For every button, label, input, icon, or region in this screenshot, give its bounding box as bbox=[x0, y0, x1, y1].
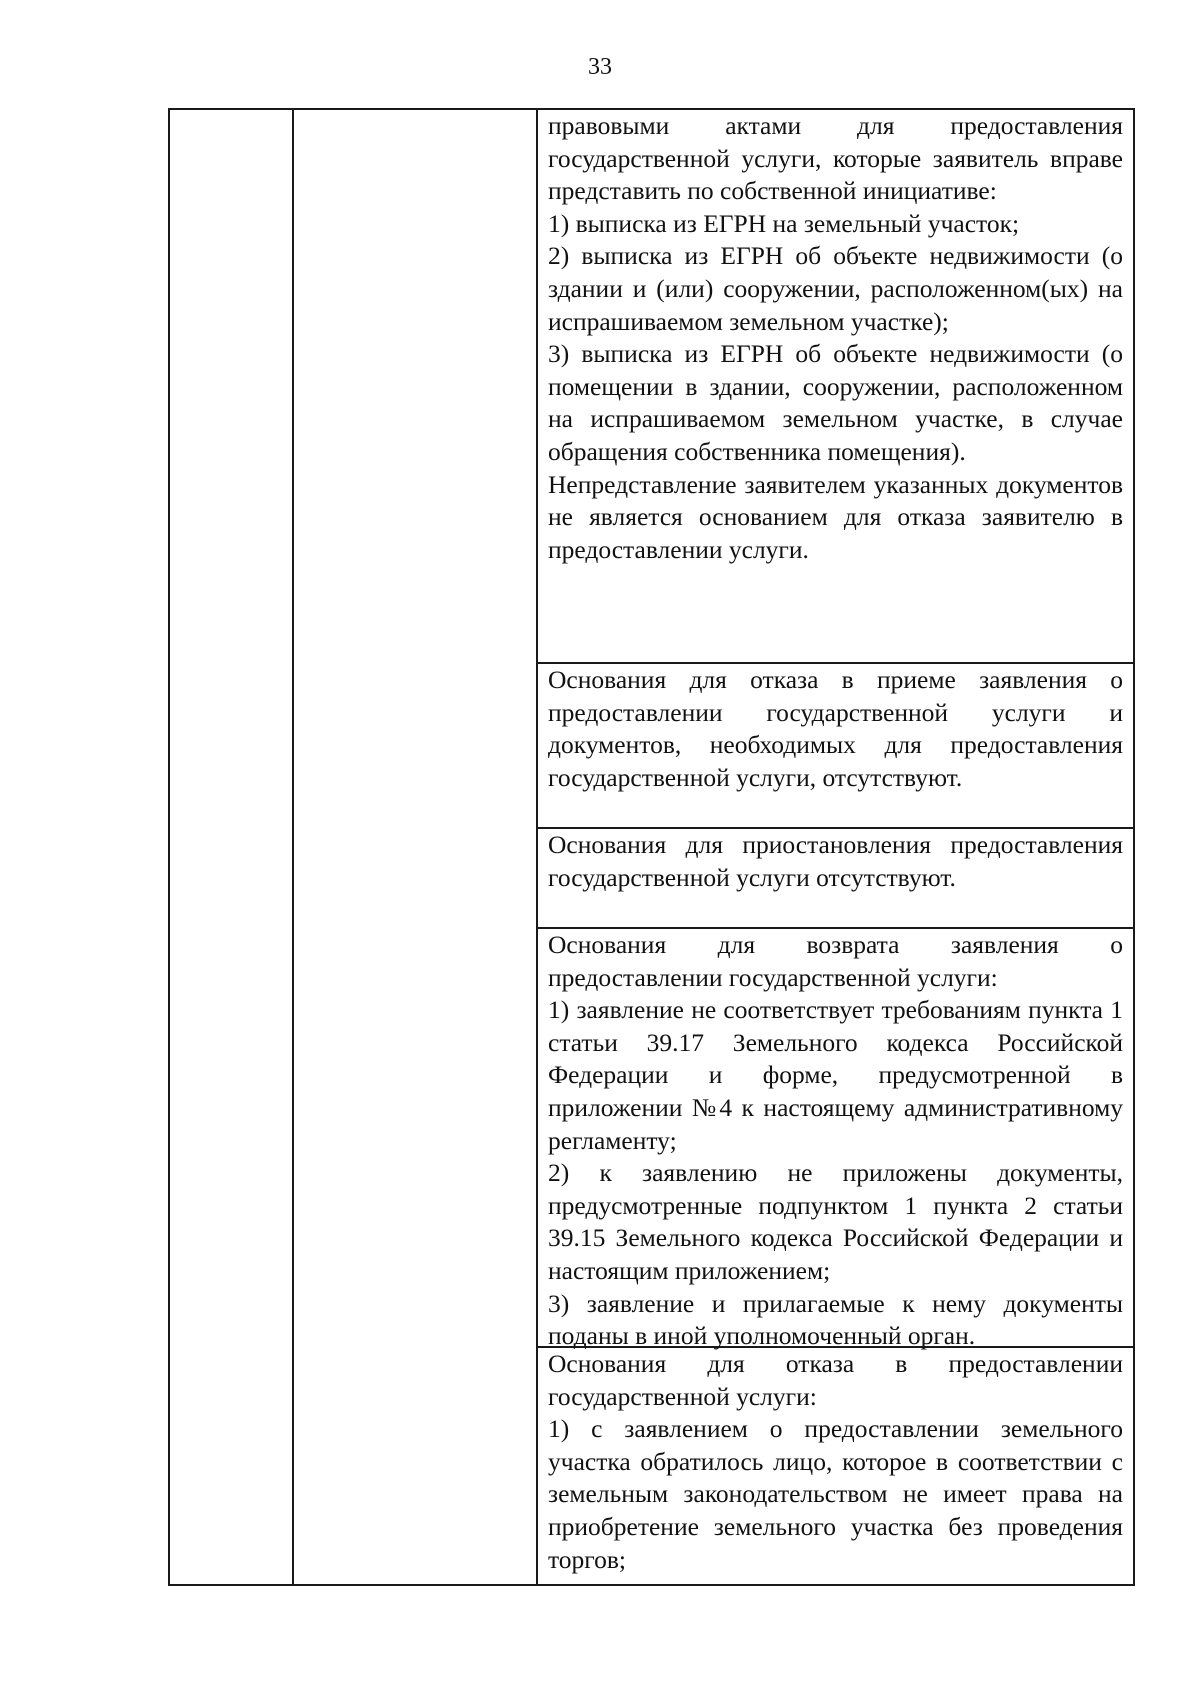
paragraph: Основания для приостановления предоставления государственной услуги отсутствуют. bbox=[548, 830, 1123, 892]
paragraph: Основания для отказа в предоставлении государственной услуги: bbox=[548, 1349, 1123, 1411]
paragraph: Основания для возврата заявления о предоставлении государственной услуги: bbox=[548, 930, 1123, 992]
paragraph: Основания для отказа в приеме заявления о предоставлении государственной услуги и документов, необходимых для предоставления государственной услуги, отсутствуют. bbox=[548, 665, 1123, 792]
page-number: 33 bbox=[588, 54, 612, 80]
list-item: 1) выписка из ЕГРН на земельный участок; bbox=[548, 208, 1020, 238]
list-item: 1) с заявлением о предоставлении земельного участка обратилось лицо, которое в соответствии с земельным законодательством не имеет права на приобретение земельного участка без проведения торгов; bbox=[548, 1414, 1123, 1574]
paragraph: Непредставление заявителем указанных документов не является основанием для отказа заявителю в предоставлении услуги. bbox=[548, 469, 1123, 564]
cell-refusal-to-accept-grounds bbox=[538, 664, 1133, 829]
list-item: 2) к заявлению не приложены документы, предусмотренные подпунктом 1 пункта 2 статьи 39.15 Земельного кодекса Российской Федерации и настоящим приложением; bbox=[548, 1158, 1123, 1285]
list-item: 1) заявление не соответствует требованиям пункта 1 статьи 39.17 Земельного кодекса Российской Федерации и форме, предусмотренной в приложении №4 к настоящему административному регламенту; bbox=[548, 995, 1123, 1155]
cell-suspension-grounds bbox=[538, 829, 1133, 929]
cell-return-grounds bbox=[538, 929, 1133, 1351]
list-item: 3) заявление и прилагаемые к нему документы поданы в иной уполномоченный орган. bbox=[548, 1288, 1123, 1351]
cell-refusal-of-service-grounds bbox=[538, 1348, 1133, 1582]
table-content-column bbox=[538, 110, 1133, 1582]
paragraph: правовыми актами для предоставления государственной услуги, которые заявитель вправе представить по собственной инициативе: bbox=[548, 111, 1123, 206]
list-item: 2) выписка из ЕГРН об объекте недвижимости (о здании и (или) сооружении, расположенном(ых) на испрашиваемом земельном участке); bbox=[548, 241, 1123, 336]
list-item: 3) выписка из ЕГРН об объекте недвижимости (о помещении в здании, сооружении, расположенном на испрашиваемом земельном участке, в случае обращения собственника помещения). bbox=[548, 339, 1123, 466]
cell-optional-documents bbox=[538, 110, 1133, 664]
column-divider-1 bbox=[292, 108, 294, 1586]
